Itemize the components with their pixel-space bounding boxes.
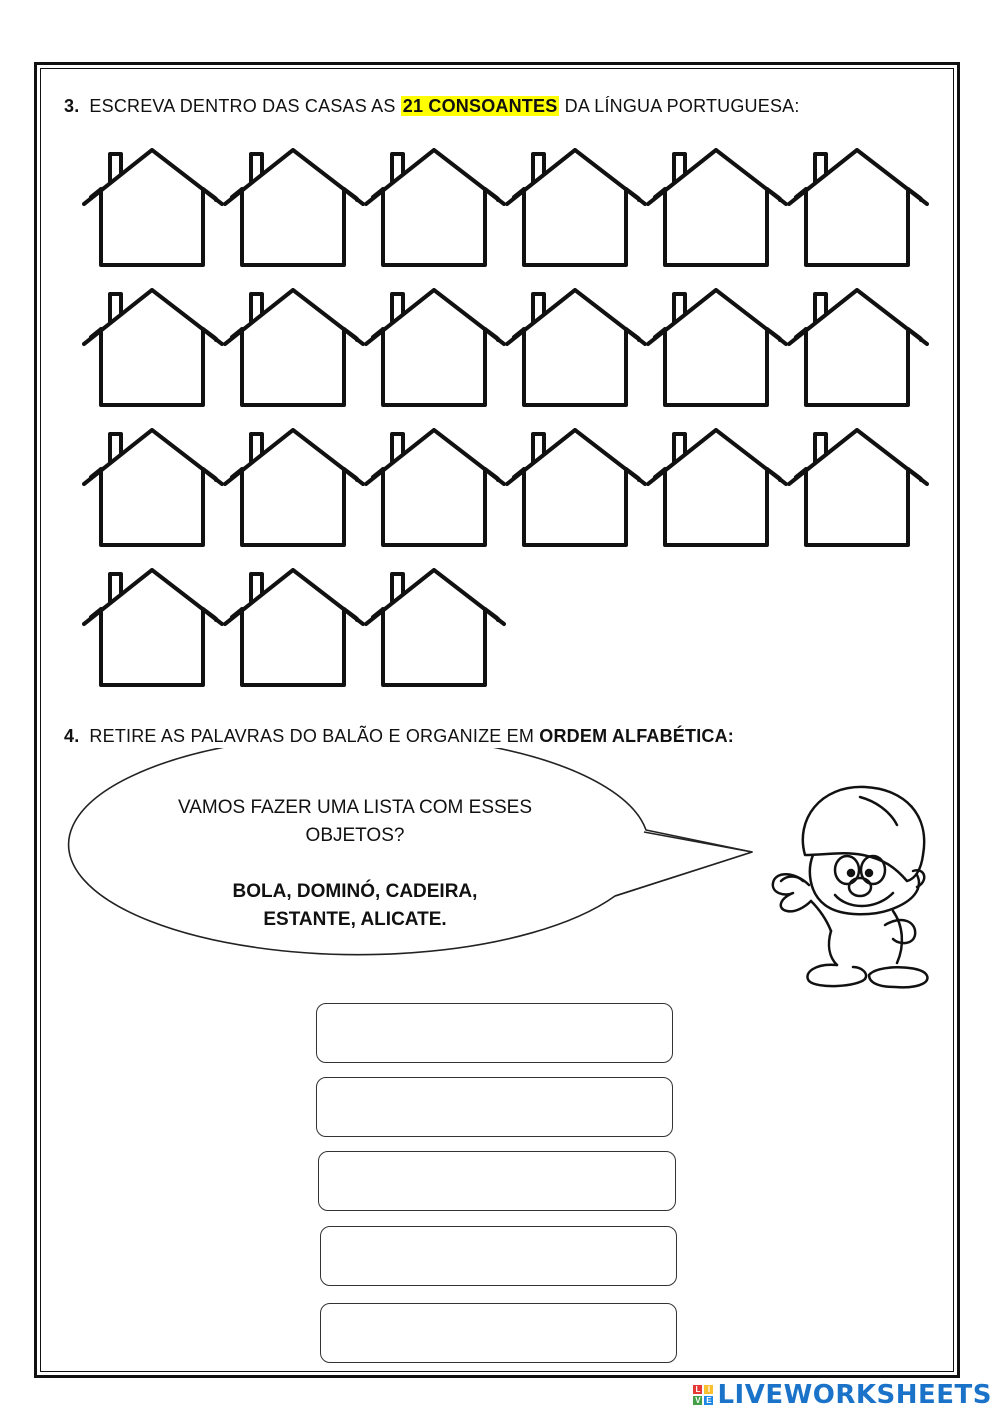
house-outline-icon[interactable] [505, 288, 647, 428]
bubble-words-line-1: BOLA, DOMINÓ, CADEIRA, [232, 881, 478, 902]
answer-box[interactable] [316, 1077, 673, 1137]
answer-box[interactable] [320, 1303, 677, 1363]
house-outline-icon[interactable] [646, 288, 788, 428]
logo-letter-v: V [695, 1396, 701, 1405]
question-number: 4. [64, 726, 80, 746]
answer-box[interactable] [320, 1226, 677, 1286]
house-outline-icon[interactable] [505, 428, 647, 568]
cartoon-character-icon [765, 775, 940, 990]
prompt-text: ESCREVA DENTRO DAS CASAS AS [89, 96, 401, 116]
house-outline-icon[interactable] [787, 428, 929, 568]
house-outline-icon[interactable] [364, 428, 506, 568]
answer-box[interactable] [316, 1003, 673, 1063]
prompt-text: RETIRE AS PALAVRAS DO BALÃO E ORGANIZE EM [89, 726, 540, 746]
house-outline-icon[interactable] [364, 568, 506, 708]
answer-box[interactable] [318, 1151, 676, 1211]
brand-name: LIVEWORKSHEETS [717, 1380, 992, 1410]
question-number: 3. [64, 96, 80, 116]
house-outline-icon[interactable] [505, 148, 647, 288]
house-outline-icon[interactable] [82, 428, 224, 568]
brand-logo-mark [693, 1385, 713, 1405]
house-outline-icon[interactable] [82, 568, 224, 708]
house-outline-icon[interactable] [787, 148, 929, 288]
logo-letter-e: E [706, 1396, 712, 1405]
house-outline-icon[interactable] [223, 288, 365, 428]
highlighted-text: 21 CONSOANTES [402, 96, 558, 116]
house-outline-icon[interactable] [364, 288, 506, 428]
house-outline-icon[interactable] [223, 148, 365, 288]
bubble-words-line-2: ESTANTE, ALICATE. [263, 909, 447, 930]
bubble-line-1: VAMOS FAZER UMA LISTA COM ESSES [177, 797, 533, 818]
question-4-prompt [64, 726, 734, 747]
house-outline-icon[interactable] [364, 148, 506, 288]
house-outline-icon[interactable] [646, 428, 788, 568]
house-outline-icon[interactable] [787, 288, 929, 428]
house-outline-icon[interactable] [223, 428, 365, 568]
bubble-line-2: OBJETOS? [305, 825, 405, 846]
logo-letter-l: L [693, 1385, 702, 1394]
house-outline-icon[interactable] [223, 568, 365, 708]
prompt-text-end: DA LÍNGUA PORTUGUESA: [559, 96, 800, 116]
brand-logo [693, 1380, 992, 1410]
bubble-word-list [130, 878, 580, 934]
house-outline-icon[interactable] [646, 148, 788, 288]
bubble-content [130, 794, 580, 934]
logo-letter-i: I [704, 1385, 713, 1394]
bold-text: ORDEM ALFABÉTICA: [539, 726, 735, 746]
question-3-prompt [64, 96, 800, 117]
house-outline-icon[interactable] [82, 288, 224, 428]
house-outline-icon[interactable] [82, 148, 224, 288]
